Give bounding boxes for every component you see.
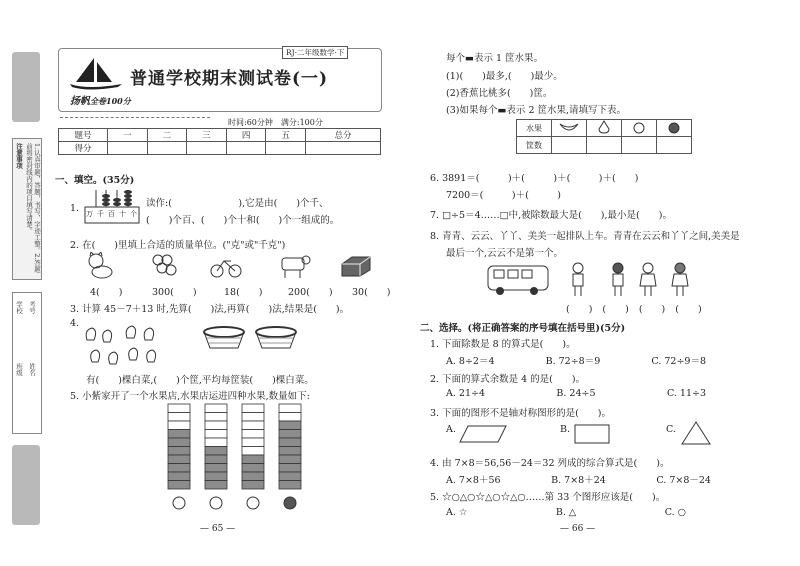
apple-icon bbox=[665, 120, 683, 134]
child-icon bbox=[638, 262, 658, 298]
bar-block-empty bbox=[242, 404, 264, 413]
bar-block-filled bbox=[279, 472, 301, 481]
score-header-row bbox=[59, 129, 381, 142]
fruit-count-cell[interactable] bbox=[587, 137, 622, 154]
score-header: 一 bbox=[108, 129, 148, 142]
q5-text: 5. 小紫家开了一个水果店,水果店运进四种水果,数量如下: bbox=[70, 391, 310, 402]
q2-item[interactable]: 300( ) bbox=[152, 287, 197, 298]
fruit-count-cell[interactable] bbox=[657, 137, 692, 154]
abacus-label: 个 bbox=[130, 210, 137, 218]
brand-label: 扬帆全卷100分 bbox=[70, 96, 131, 107]
sailboat-logo-icon bbox=[68, 56, 124, 90]
score-cell[interactable] bbox=[108, 142, 148, 155]
bar-block-empty bbox=[205, 404, 227, 413]
notice-title: 注意事项 bbox=[15, 143, 23, 169]
header-dashes bbox=[60, 117, 210, 119]
bar-block-filled bbox=[168, 438, 190, 447]
score-cell[interactable] bbox=[266, 142, 306, 155]
fruit-table-label: 筐数 bbox=[517, 137, 552, 154]
field-class: 班级 bbox=[15, 363, 23, 376]
score-header: 四 bbox=[226, 129, 266, 142]
q1-line-b: ( )个百、( )个十和( )个一组成的。 bbox=[146, 215, 340, 226]
option[interactable]: B. bbox=[560, 424, 571, 435]
student-info-box bbox=[12, 292, 42, 434]
score-value-row bbox=[59, 142, 381, 155]
r3-text: (2)香蕉比桃多( )筐。 bbox=[446, 88, 553, 99]
fruit-count-cell[interactable] bbox=[552, 137, 587, 154]
q2-blanks bbox=[90, 284, 391, 298]
bar-block-empty bbox=[205, 438, 227, 447]
binding-sidebar bbox=[0, 0, 45, 566]
c4-options bbox=[446, 472, 711, 486]
peach-icon bbox=[630, 120, 648, 134]
fruit-count-cell[interactable] bbox=[622, 137, 657, 154]
score-header: 五 bbox=[266, 129, 306, 142]
bar-block-filled bbox=[279, 421, 301, 430]
q2-item[interactable]: 30( ) bbox=[352, 287, 391, 298]
banana-icon bbox=[173, 497, 185, 509]
bar-block-filled bbox=[242, 481, 264, 490]
bar-block-filled bbox=[205, 455, 227, 464]
pear-icon bbox=[595, 120, 613, 134]
bar-block-filled bbox=[205, 472, 227, 481]
q6-line-b: 7200＝( )＋( ) bbox=[446, 190, 562, 201]
score-table bbox=[58, 128, 381, 155]
field-name: 姓名 bbox=[28, 363, 36, 376]
bar-block-filled bbox=[168, 447, 190, 456]
basket-icon bbox=[254, 326, 298, 352]
bar-block-empty bbox=[242, 421, 264, 430]
bar-block-filled bbox=[168, 455, 190, 464]
fruit-table-label: 水果 bbox=[517, 120, 552, 137]
q1-line-a: 读作:( ),它是由( )个千、 bbox=[146, 198, 329, 209]
fruit-cell bbox=[622, 120, 657, 137]
q8-blank[interactable]: ( ) bbox=[566, 304, 593, 315]
fruit-cell bbox=[587, 120, 622, 137]
c2-text: 2. 下面的算式余数是 4 的是( )。 bbox=[430, 374, 586, 385]
bar-block-filled bbox=[168, 464, 190, 473]
score-cell[interactable] bbox=[305, 142, 380, 155]
q1-number: 1. bbox=[70, 203, 80, 214]
bar-block-empty bbox=[242, 447, 264, 456]
q4-text: 有( )棵白菜,( )个筐,平均每筐装( )棵白菜。 bbox=[86, 375, 314, 386]
bus-icon bbox=[486, 262, 550, 298]
triangle-icon bbox=[680, 420, 712, 446]
score-header: 二 bbox=[147, 129, 187, 142]
bar-block-empty bbox=[242, 413, 264, 422]
banana-icon bbox=[558, 120, 580, 134]
abacus-label: 十 bbox=[119, 210, 126, 218]
child-icon bbox=[670, 262, 690, 298]
basket-icon bbox=[202, 326, 246, 352]
q8-line-a: 8. 青青、云云、丫丫、美美一起排队上车。青青在云云和丫丫之间,美美是 bbox=[430, 231, 740, 242]
option[interactable]: C. 7×8－24 bbox=[656, 475, 711, 486]
option[interactable]: B. △ bbox=[555, 507, 577, 518]
bar-block-empty bbox=[205, 421, 227, 430]
c3-text: 3. 下面的图形不是轴对称图形的是( )。 bbox=[430, 408, 611, 419]
q3-text: 3. 计算 45－7＋13 时,先算( )法,再算( )法,结果是( )。 bbox=[70, 304, 350, 315]
option[interactable]: C. 72÷9＝8 bbox=[651, 356, 706, 367]
sidebar-gray-block-bottom bbox=[12, 445, 40, 525]
q2-pictures bbox=[82, 250, 372, 282]
c5-options bbox=[446, 507, 686, 518]
q8-blank[interactable]: ( ) bbox=[602, 304, 629, 315]
score-header: 总分 bbox=[305, 129, 380, 142]
peach-icon bbox=[247, 497, 259, 509]
c5-text: 5. ☆○△○☆△○☆△○……第 33 个图形应该是( )。 bbox=[430, 492, 666, 503]
score-row-label: 得分 bbox=[59, 142, 108, 155]
bar-block-filled bbox=[279, 464, 301, 473]
q2-item[interactable]: 18( ) bbox=[224, 287, 263, 298]
bar-block-filled bbox=[168, 481, 190, 490]
abacus-label: 万 bbox=[86, 210, 93, 218]
rectangle-icon bbox=[574, 424, 610, 444]
page-title: 普通学校期末测试卷(一) bbox=[130, 69, 329, 89]
option[interactable]: A. 8÷2＝4 bbox=[446, 356, 495, 367]
abacus-label: 千 bbox=[97, 210, 104, 218]
sidebar-gray-block-top bbox=[12, 52, 40, 122]
option[interactable]: C. bbox=[666, 424, 676, 435]
q6-line-a: 6. 3891＝( )＋( )＋( )＋( ) bbox=[430, 173, 639, 184]
c1-text: 1. 下面除数是 8 的算式是( )。 bbox=[430, 339, 576, 350]
bar-block-empty bbox=[242, 438, 264, 447]
abacus-icon bbox=[84, 188, 140, 224]
fruit-table-row bbox=[517, 137, 692, 154]
score-header: 题号 bbox=[59, 129, 108, 142]
fruit-cell bbox=[657, 120, 692, 137]
bar-block-filled bbox=[242, 464, 264, 473]
q7-text: 7. □÷5＝4……□中,被除数最大是( ),最小是( )。 bbox=[430, 210, 672, 221]
child-icon bbox=[568, 262, 588, 298]
bar-block-empty bbox=[279, 404, 301, 413]
fruit-table bbox=[516, 119, 692, 154]
fruit-table-row bbox=[517, 120, 692, 137]
q8-answer-blanks bbox=[566, 301, 702, 315]
fruit-bar-chart bbox=[160, 402, 310, 520]
score-cell[interactable] bbox=[147, 142, 187, 155]
bar-block-filled bbox=[279, 481, 301, 490]
field-school: 学校 bbox=[15, 301, 23, 314]
page-number-left: — 65 — bbox=[200, 524, 236, 534]
c2-options bbox=[446, 388, 706, 399]
bar-block-filled bbox=[205, 447, 227, 456]
option[interactable]: B. 24÷5 bbox=[556, 388, 596, 399]
cat-icon bbox=[86, 252, 114, 280]
q8-line-b: 最后一个,云云不是第一个。 bbox=[446, 248, 564, 259]
bar-block-filled bbox=[242, 472, 264, 481]
option[interactable]: A. ☆ bbox=[446, 507, 468, 518]
option[interactable]: C. 11÷3 bbox=[666, 388, 706, 399]
bar-block-filled bbox=[279, 438, 301, 447]
score-cell[interactable] bbox=[187, 142, 227, 155]
r2-text: (1)( )最多,( )最少。 bbox=[446, 71, 563, 82]
bread-icon bbox=[340, 254, 372, 278]
section-fill-in-title: 一、填空。(35分) bbox=[55, 175, 135, 186]
bar-block-empty bbox=[168, 413, 190, 422]
notice-box bbox=[12, 138, 42, 280]
apple-icon bbox=[284, 497, 296, 509]
bar-block-empty bbox=[242, 430, 264, 439]
grade-tag: RJ·二年级数学·下 bbox=[282, 46, 348, 59]
fruit-cell bbox=[552, 120, 587, 137]
q8-blank[interactable]: ( ) bbox=[638, 304, 666, 315]
bar-block-filled bbox=[168, 430, 190, 439]
bicycle-icon bbox=[210, 252, 242, 280]
bar-block-filled bbox=[279, 430, 301, 439]
option[interactable]: A. 21÷4 bbox=[446, 388, 485, 399]
time-info: 时间:60分钟 满分:100分 bbox=[228, 118, 323, 127]
q2-item[interactable]: 200( ) bbox=[288, 287, 333, 298]
abacus-label: 百 bbox=[108, 210, 115, 218]
bar-block-empty bbox=[168, 421, 190, 430]
bar-block-filled bbox=[279, 447, 301, 456]
option[interactable]: A. 7×8＋56 bbox=[446, 475, 501, 486]
option[interactable]: A. bbox=[446, 424, 456, 435]
c1-options bbox=[446, 353, 706, 367]
bar-block-filled bbox=[205, 481, 227, 490]
pear-icon bbox=[210, 497, 222, 509]
field-id: 考号 bbox=[28, 301, 36, 314]
r1-text: 每个▬表示 1 筐水果。 bbox=[446, 53, 544, 64]
bar-block-filled bbox=[242, 455, 264, 464]
cabbages-picture bbox=[82, 322, 162, 366]
page-number-right: — 66 — bbox=[560, 524, 596, 534]
q4-number: 4. bbox=[70, 318, 80, 329]
child-icon bbox=[608, 262, 628, 298]
option[interactable]: B. 7×8＋24 bbox=[551, 475, 606, 486]
q8-blank[interactable]: ( ) bbox=[675, 304, 702, 315]
q2-item[interactable]: 4( ) bbox=[90, 287, 123, 298]
bar-block-empty bbox=[205, 413, 227, 422]
bar-block-empty bbox=[279, 413, 301, 422]
notice-text: 1.认真审题，答题，书写，字迹工整。2.答题前将密封线内的项目填写清楚。 bbox=[25, 143, 41, 273]
r4-text: (3)如果每个▬表示 2 筐水果,请填写下表。 bbox=[446, 105, 627, 116]
cabbage-icon bbox=[82, 322, 162, 366]
parallelogram-icon bbox=[458, 424, 508, 444]
grapes-icon bbox=[148, 250, 178, 280]
bar-block-filled bbox=[205, 464, 227, 473]
cow-icon bbox=[278, 252, 312, 280]
option[interactable]: C. ○ bbox=[664, 507, 686, 518]
bar-block-filled bbox=[168, 472, 190, 481]
bar-block-empty bbox=[168, 404, 190, 413]
c4-text: 4. 由 7×8＝56,56－24＝32 列成的综合算式是( )。 bbox=[430, 458, 670, 469]
q2-text: 2. 在( )里填上合适的质量单位。("克"或"千克") bbox=[70, 240, 286, 251]
option[interactable]: B. 72÷8＝9 bbox=[545, 356, 601, 367]
score-header: 三 bbox=[187, 129, 227, 142]
score-cell[interactable] bbox=[226, 142, 266, 155]
section-choice-title: 二、选择。(将正确答案的序号填在括号里)(5分) bbox=[420, 323, 626, 334]
bar-block-filled bbox=[279, 455, 301, 464]
bar-block-empty bbox=[205, 430, 227, 439]
